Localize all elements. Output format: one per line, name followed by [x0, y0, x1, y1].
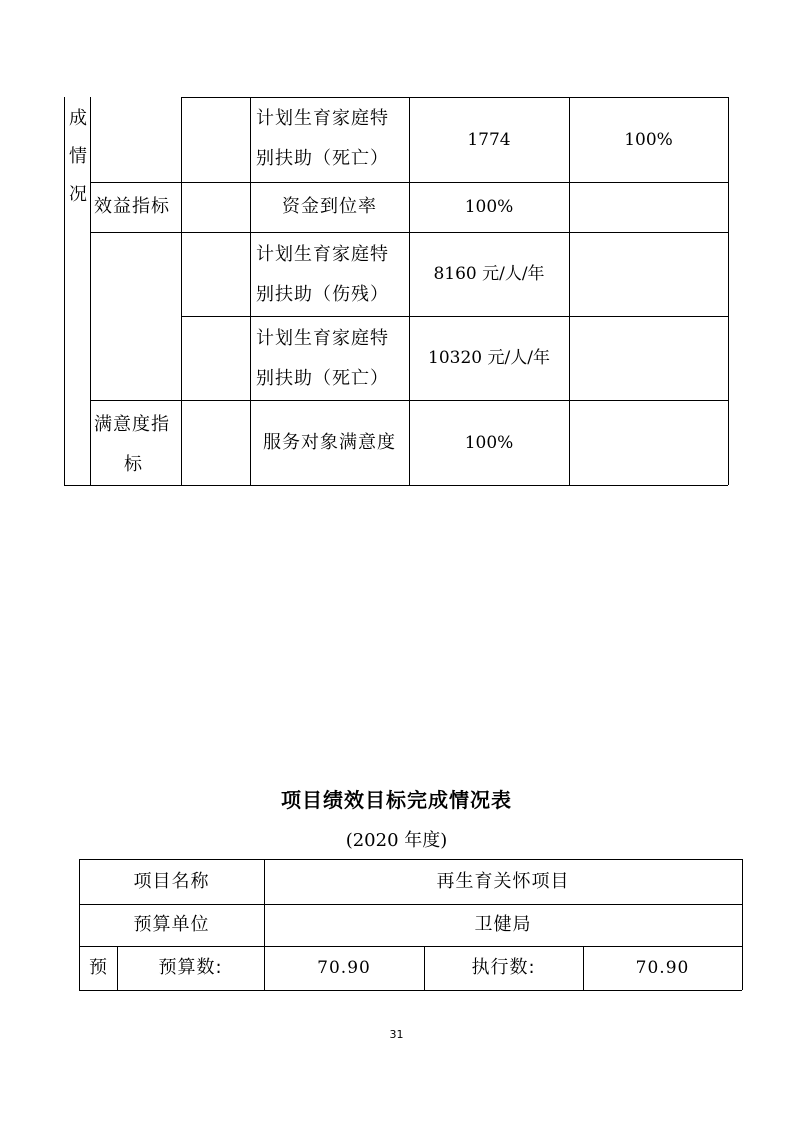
indicator-row0-line1: 计划生育家庭特: [256, 108, 389, 129]
indicator-row4: 服务对象满意度: [263, 432, 396, 453]
target-value-row1: 100%: [464, 197, 514, 217]
target-value-row4: 100%: [464, 433, 514, 453]
target-value-row2: 8160 元/人/年: [433, 264, 545, 284]
indicator-row3-line1: 计划生育家庭特: [256, 328, 389, 349]
budget-unit-label: 预算单位: [133, 914, 210, 935]
budget-amount-value: 70.90: [317, 958, 371, 978]
indicator-row0-line2: 别扶助（死亡）: [256, 148, 389, 169]
indicator-row2-line1: 计划生育家庭特: [256, 244, 389, 265]
exec-amount-value: 70.90: [635, 958, 690, 978]
section-subtitle: (2020 年度): [345, 830, 448, 851]
budget-side-label: 预: [89, 957, 107, 978]
page-number: 31: [389, 1028, 404, 1041]
target-value-row3: 10320 元/人/年: [428, 348, 550, 368]
side-label-3: 况: [69, 184, 87, 205]
project-name-value: 再生育关怀项目: [436, 871, 570, 892]
category-satisfaction-line2: 标: [124, 454, 143, 475]
indicator-row1: 资金到位率: [282, 196, 377, 217]
indicator-row3-line2: 别扶助（死亡）: [256, 368, 389, 389]
side-label-1: 成: [69, 108, 87, 129]
exec-amount-label: 执行数:: [471, 957, 536, 978]
side-label-2: 情: [69, 146, 87, 167]
budget-amount-label: 预算数:: [158, 957, 223, 978]
actual-value-row0: 100%: [624, 130, 673, 150]
project-name-label: 项目名称: [133, 871, 210, 892]
category-benefit: 效益指标: [94, 196, 170, 217]
category-satisfaction-line1: 满意度指: [94, 414, 170, 435]
target-value-row0: 1774: [467, 130, 511, 150]
budget-unit-value: 卫健局: [474, 914, 532, 935]
indicator-row2-line2: 别扶助（伤残）: [256, 284, 389, 305]
section-title: 项目绩效目标完成情况表: [281, 788, 512, 812]
